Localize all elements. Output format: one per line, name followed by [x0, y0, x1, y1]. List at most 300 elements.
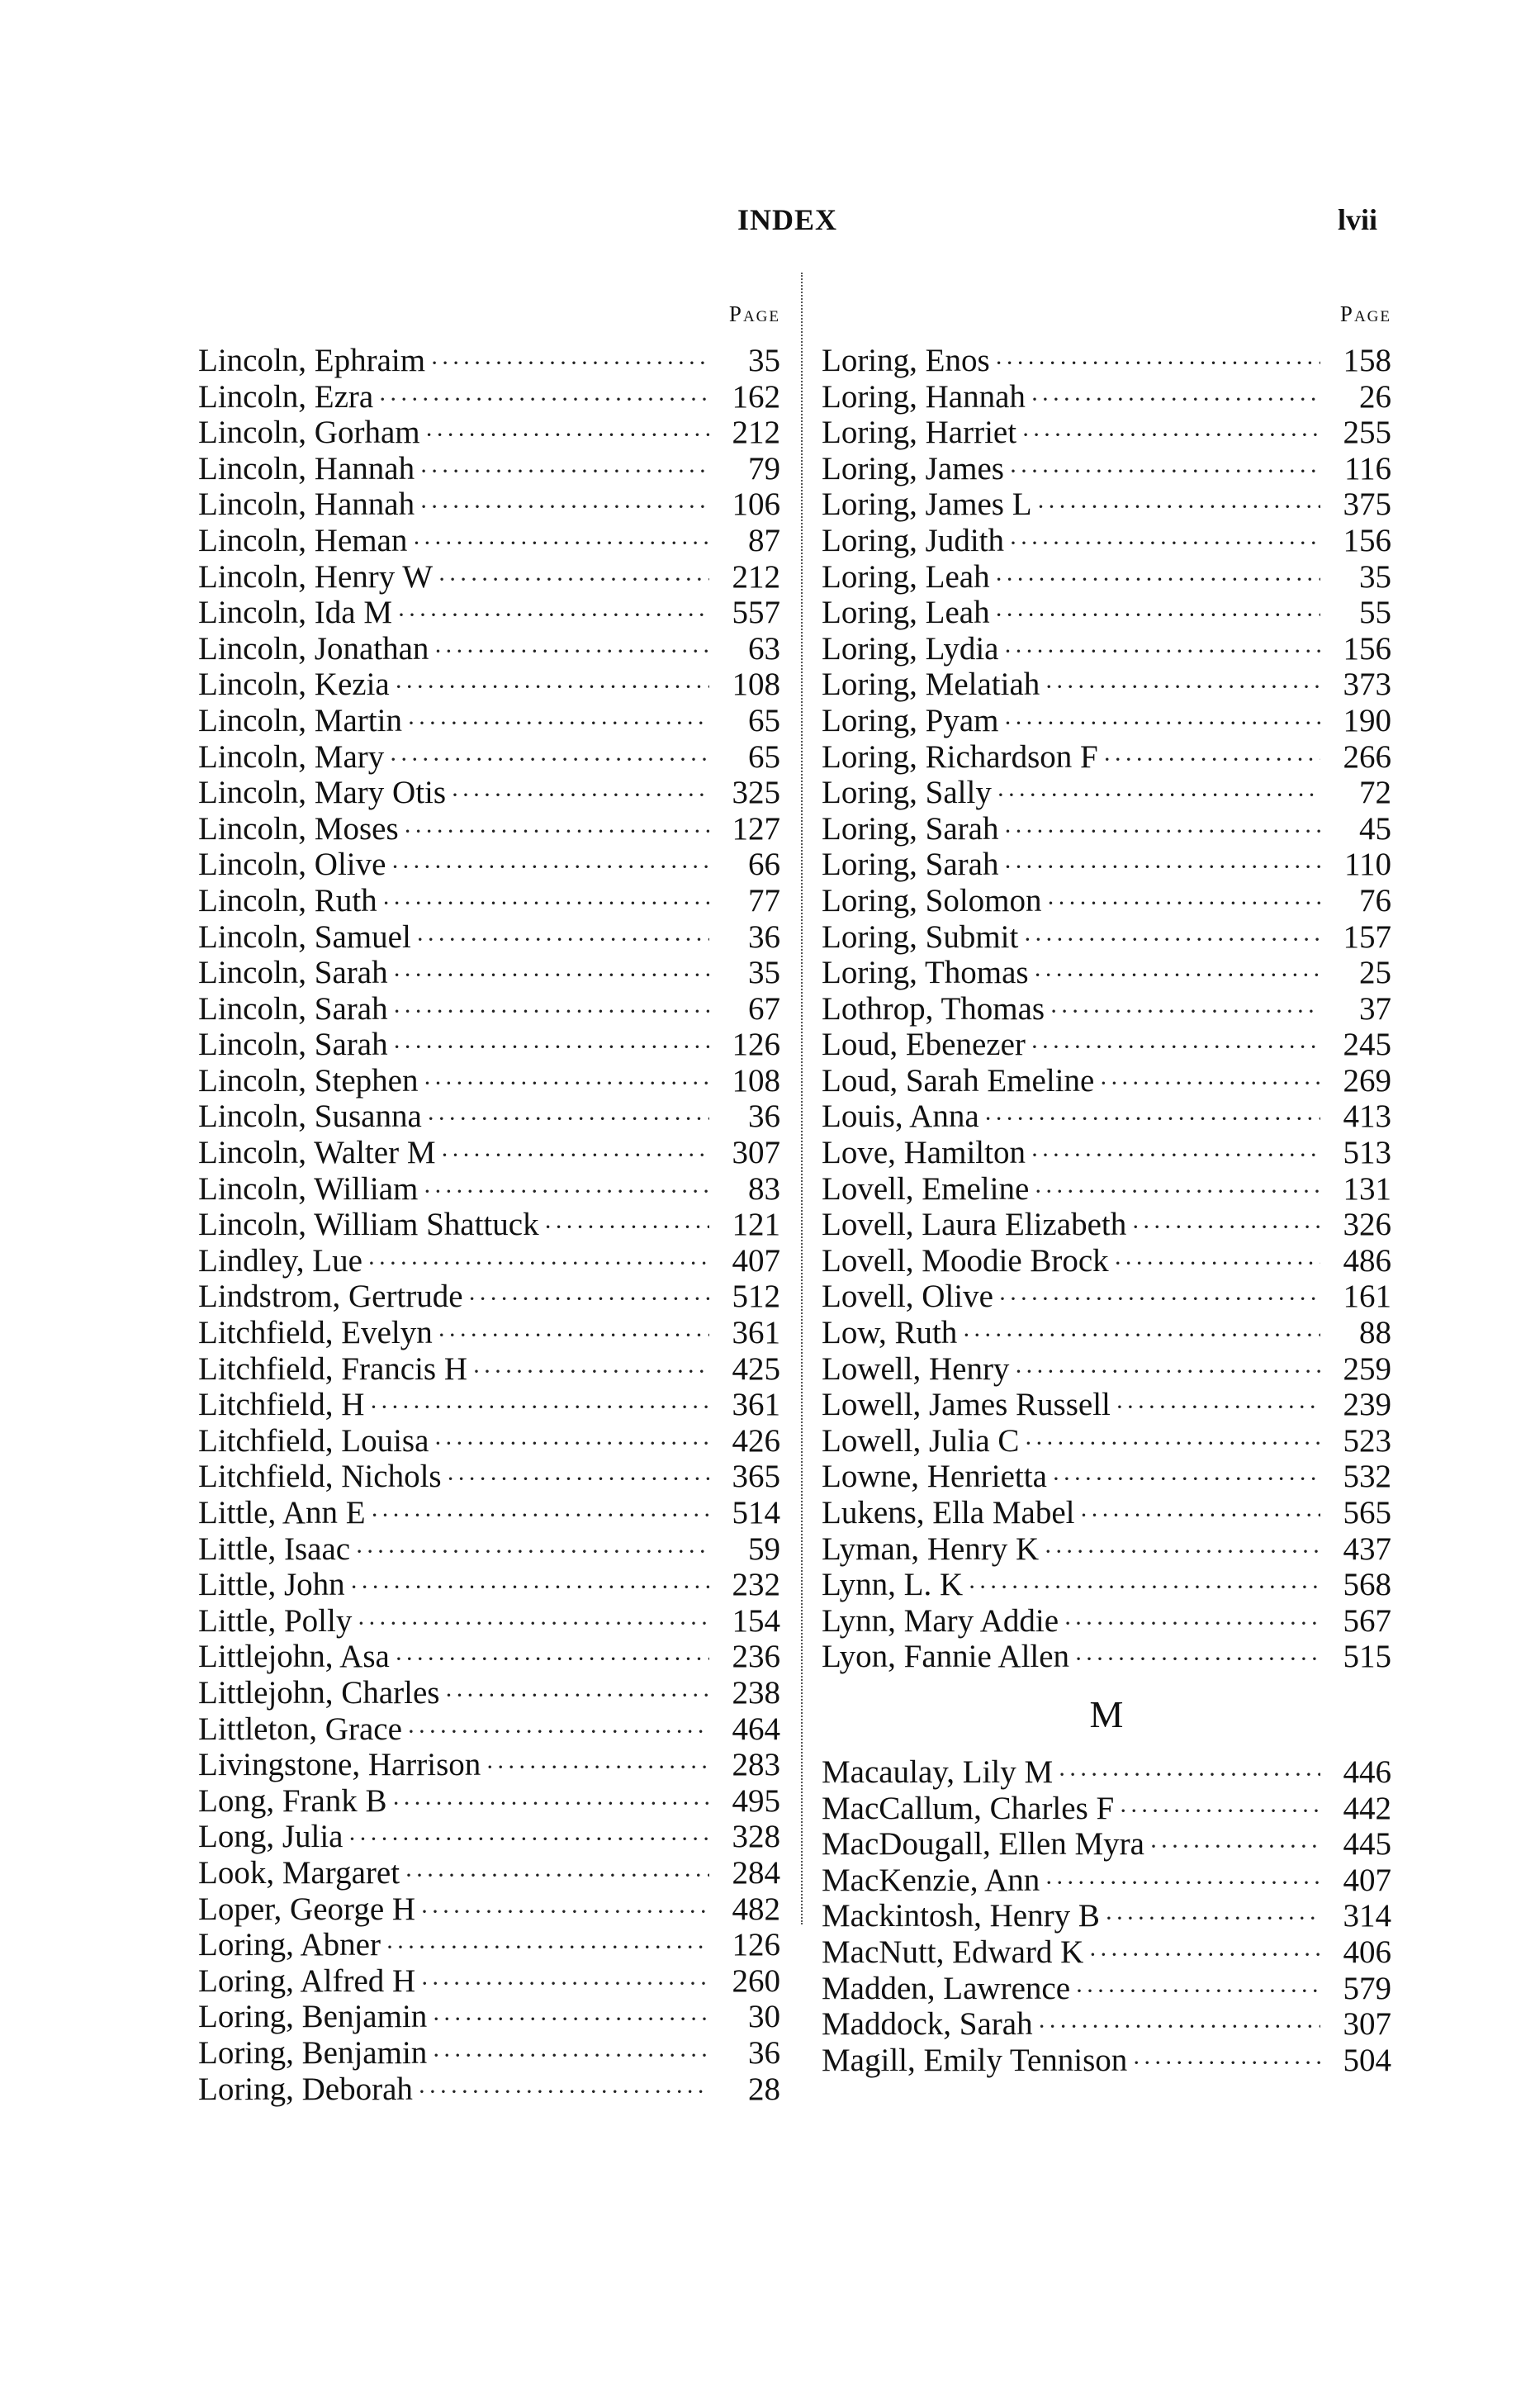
entry-name: Lincoln, Susanna — [198, 1099, 422, 1135]
entry-name: Lincoln, Sarah — [198, 1027, 388, 1063]
dot-leader — [1131, 1209, 1320, 1246]
index-entry — [198, 1639, 780, 1675]
dot-leader — [418, 2074, 709, 2110]
dot-leader — [1003, 634, 1320, 670]
entry-page-number: 35 — [1359, 558, 1391, 595]
entry-name: Lincoln, Samuel — [198, 918, 411, 955]
dot-leader — [393, 957, 709, 994]
dot-leader — [995, 345, 1320, 382]
index-entry — [198, 991, 780, 1027]
entry-name: Little, Polly — [198, 1602, 353, 1639]
entry-page-number: 67 — [748, 990, 780, 1027]
index-entry — [198, 1027, 780, 1063]
entry-page-number: 88 — [1359, 1315, 1391, 1351]
entry-page-number: 156 — [1343, 522, 1391, 558]
entry-name: Livingstone, Harrison — [198, 1747, 481, 1783]
entry-name: Lowne, Henrietta — [822, 1459, 1047, 1495]
index-entry — [822, 1898, 1391, 1934]
entry-name: Little, Ann E — [198, 1495, 366, 1530]
index-entry — [198, 1351, 780, 1388]
entry-page-number: 79 — [748, 450, 780, 486]
index-entry — [198, 1567, 780, 1603]
dot-leader — [419, 453, 709, 490]
index-entry — [198, 631, 780, 667]
entry-name: Lindstrom, Gertrude — [198, 1279, 463, 1315]
index-entry — [198, 775, 780, 811]
entry-page-number: 65 — [748, 702, 780, 738]
dot-leader — [995, 597, 1320, 634]
dot-leader — [447, 1461, 709, 1497]
index-entry — [198, 1279, 780, 1315]
index-entry — [822, 1279, 1391, 1315]
dot-leader — [367, 1246, 709, 1282]
index-entry — [198, 1891, 780, 1928]
entry-page-number: 158 — [1343, 343, 1391, 378]
entry-page-number: 212 — [732, 558, 780, 595]
dot-leader — [472, 1354, 709, 1390]
entry-name: Little, John — [198, 1567, 345, 1603]
dot-leader — [1080, 1497, 1321, 1534]
entry-page-number: 65 — [748, 738, 780, 775]
entry-page-number: 361 — [732, 1387, 780, 1423]
dot-leader — [348, 1821, 709, 1858]
entry-name: Loud, Sarah Emeline — [822, 1062, 1095, 1099]
entry-name: Lincoln, Ephraim — [198, 343, 426, 378]
dot-leader — [407, 705, 709, 742]
entry-name: Loring, Solomon — [822, 882, 1042, 918]
m-entry-list — [822, 1754, 1391, 2078]
entry-name: Lukens, Ella Mabel — [822, 1495, 1075, 1530]
index-entry — [198, 919, 780, 956]
entry-page-number: 307 — [732, 1135, 780, 1171]
dot-leader — [395, 669, 709, 705]
index-entry — [198, 1315, 780, 1351]
index-entry — [822, 595, 1391, 631]
entry-name: Lowell, Henry — [822, 1350, 1010, 1387]
index-entry — [822, 1603, 1391, 1640]
index-entry — [198, 1387, 780, 1423]
entry-page-number: 35 — [748, 343, 780, 378]
entry-name: Low, Ruth — [822, 1315, 958, 1351]
entry-page-number: 486 — [1343, 1242, 1391, 1279]
entry-page-number: 567 — [1343, 1602, 1391, 1639]
index-entry — [822, 415, 1391, 451]
index-entry — [822, 1315, 1391, 1351]
entry-page-number: 445 — [1343, 1826, 1391, 1863]
dot-leader — [998, 1281, 1320, 1317]
dot-leader — [486, 1749, 709, 1786]
entry-page-number: 446 — [1343, 1753, 1391, 1790]
entry-name: Lincoln, Stephen — [198, 1062, 419, 1099]
index-entry — [198, 559, 780, 596]
entry-page-number: 361 — [732, 1315, 780, 1351]
entry-name: Loring, Pyam — [822, 702, 999, 738]
entry-name: Mackintosh, Henry B — [822, 1898, 1100, 1934]
index-entry — [822, 1971, 1391, 2007]
page-header — [0, 202, 1540, 252]
index-entry — [822, 1863, 1391, 1899]
index-entry — [822, 811, 1391, 847]
dot-leader — [984, 1101, 1320, 1137]
dot-leader — [423, 1174, 709, 1210]
dot-leader — [432, 2001, 709, 2038]
dot-leader — [389, 742, 709, 778]
dot-leader — [420, 1966, 709, 2002]
index-entry — [198, 1675, 780, 1711]
entry-page-number: 37 — [1359, 990, 1391, 1027]
entry-page-number: 407 — [1343, 1862, 1391, 1898]
entry-page-number: 328 — [732, 1819, 780, 1855]
entry-page-number: 36 — [748, 2034, 780, 2071]
index-entry — [822, 667, 1391, 703]
dot-leader — [1047, 885, 1320, 922]
dot-leader — [350, 1569, 709, 1606]
entry-name: Loring, Abner — [198, 1927, 381, 1963]
entry-name: Litchfield, Evelyn — [198, 1315, 433, 1351]
entry-page-number: 260 — [732, 1962, 780, 1999]
entry-name: Lincoln, Martin — [198, 702, 402, 738]
entry-page-number: 365 — [732, 1459, 780, 1495]
entry-name: Loring, James — [822, 450, 1004, 486]
dot-leader — [451, 777, 709, 814]
entry-name: Lovell, Emeline — [822, 1170, 1030, 1207]
dot-leader — [468, 1281, 709, 1317]
dot-leader — [425, 417, 709, 453]
entry-name: Loring, Submit — [822, 918, 1019, 955]
entry-name: Loring, Benjamin — [198, 1999, 428, 2035]
index-entry — [822, 343, 1391, 379]
entry-name: Macaulay, Lily M — [822, 1753, 1054, 1790]
index-entry — [822, 1423, 1391, 1459]
index-entry — [822, 1135, 1391, 1171]
entry-name: Littleton, Grace — [198, 1711, 402, 1747]
entry-page-number: 121 — [732, 1207, 780, 1243]
index-entry — [822, 1171, 1391, 1208]
dot-leader — [1009, 525, 1320, 562]
dot-leader — [444, 1678, 709, 1714]
dot-leader — [1031, 1137, 1320, 1174]
index-entry — [198, 1099, 780, 1135]
entry-name: Lincoln, Hannah — [198, 486, 415, 523]
dot-leader — [1034, 1174, 1320, 1210]
index-entry — [198, 667, 780, 703]
dot-leader — [997, 777, 1320, 814]
dot-leader — [392, 1786, 709, 1822]
entry-name: Loring, Deborah — [198, 2071, 413, 2107]
index-entry — [198, 379, 780, 415]
entry-name: Lincoln, Mary — [198, 738, 385, 775]
index-entry — [198, 1459, 780, 1495]
dot-leader — [391, 849, 709, 885]
entry-page-number: 407 — [732, 1242, 780, 1279]
entry-page-number: 495 — [732, 1782, 780, 1819]
index-entry — [198, 1531, 780, 1568]
entry-name: Loring, Leah — [822, 595, 990, 631]
entry-page-number: 55 — [1359, 595, 1391, 631]
dot-leader — [386, 1929, 709, 1966]
entry-page-number: 464 — [732, 1711, 780, 1747]
entry-name: Litchfield, H — [198, 1387, 365, 1423]
entry-page-number: 514 — [732, 1495, 780, 1530]
index-entry — [822, 1063, 1391, 1099]
index-entry — [198, 1927, 780, 1963]
index-entry — [822, 1099, 1391, 1135]
index-entry — [822, 2006, 1391, 2043]
index-entry — [822, 1495, 1391, 1531]
entry-name: Lincoln, Ida M — [198, 595, 393, 631]
index-entry — [822, 1207, 1391, 1243]
entry-name: Lynn, L. K — [822, 1567, 964, 1603]
index-entry — [198, 1819, 780, 1855]
entry-page-number: 437 — [1343, 1530, 1391, 1567]
index-entry — [198, 523, 780, 559]
entry-page-number: 126 — [732, 1927, 780, 1963]
entry-page-number: 512 — [732, 1279, 780, 1315]
dot-leader — [1045, 1865, 1320, 1901]
index-entry — [198, 703, 780, 739]
entry-page-number: 162 — [732, 378, 780, 415]
dot-leader — [1074, 1641, 1320, 1678]
page-column-heading: Page — [1339, 301, 1391, 326]
dot-leader — [441, 1137, 710, 1174]
dot-leader — [434, 1426, 709, 1462]
entry-name: Loring, Judith — [822, 522, 1004, 558]
entry-name: Lincoln, Gorham — [198, 415, 420, 451]
entry-page-number: 126 — [732, 1027, 780, 1063]
entry-name: Loring, Harriet — [822, 415, 1017, 451]
dot-leader — [995, 562, 1320, 598]
right-column — [822, 301, 1391, 2078]
index-entry — [198, 1135, 780, 1171]
dot-leader — [1052, 1461, 1320, 1497]
entry-name: Long, Julia — [198, 1819, 344, 1855]
entry-name: Loring, Thomas — [822, 955, 1029, 991]
dot-leader — [1044, 1534, 1320, 1570]
entry-page-number: 283 — [732, 1747, 780, 1783]
index-entry — [198, 415, 780, 451]
entry-name: Lovell, Laura Elizabeth — [822, 1207, 1127, 1243]
dot-leader — [1024, 1426, 1320, 1462]
entry-name: Lincoln, William Shattuck — [198, 1207, 539, 1243]
index-entry — [198, 1495, 780, 1531]
entry-name: Lyman, Henry K — [822, 1530, 1040, 1567]
entry-name: MacDougall, Ellen Myra — [822, 1826, 1144, 1863]
entry-name: Loring, Melatiah — [822, 667, 1040, 703]
dot-leader — [416, 922, 709, 958]
entry-name: Loring, Alfred H — [198, 1962, 416, 1999]
index-entry — [822, 486, 1391, 523]
entry-name: Litchfield, Francis H — [198, 1350, 467, 1387]
index-entry — [822, 775, 1391, 811]
entry-page-number: 232 — [732, 1567, 780, 1603]
index-entry — [822, 451, 1391, 487]
index-entry — [198, 1207, 780, 1243]
entry-page-number: 108 — [732, 667, 780, 703]
dot-leader — [1034, 957, 1320, 994]
index-entry — [822, 1754, 1391, 1791]
index-entry — [822, 955, 1391, 991]
entry-page-number: 307 — [1343, 2006, 1391, 2043]
entry-page-number: 406 — [1343, 1934, 1391, 1970]
entry-name: Lincoln, Henry W — [198, 558, 434, 595]
entry-page-number: 425 — [732, 1350, 780, 1387]
entry-name: Lincoln, Mary Otis — [198, 775, 447, 811]
entry-page-number: 238 — [732, 1674, 780, 1711]
dot-leader — [962, 1317, 1320, 1354]
entry-page-number: 83 — [748, 1170, 780, 1207]
dot-leader — [1105, 1901, 1320, 1937]
right-entry-list — [822, 343, 1391, 1675]
entry-name: Madden, Lawrence — [822, 1970, 1071, 2006]
entry-name: Loud, Ebenezer — [822, 1027, 1026, 1063]
dot-leader — [1045, 669, 1320, 705]
entry-page-number: 325 — [732, 775, 780, 811]
entry-name: Magill, Emily Tennison — [822, 2042, 1128, 2078]
index-entry — [822, 991, 1391, 1027]
entry-page-number: 77 — [748, 882, 780, 918]
index-entry — [198, 955, 780, 991]
dot-leader — [1088, 1937, 1320, 1973]
index-entry — [822, 523, 1391, 559]
entry-page-number: 66 — [748, 847, 780, 883]
dot-leader — [371, 1497, 709, 1534]
entry-page-number: 579 — [1343, 1970, 1391, 2006]
dot-leader — [1058, 1757, 1320, 1793]
entry-page-number: 255 — [1343, 415, 1391, 451]
section-letter: M — [1089, 1693, 1124, 1736]
entry-page-number: 532 — [1343, 1459, 1391, 1495]
entry-page-number: 373 — [1343, 667, 1391, 703]
index-entry — [822, 739, 1391, 776]
dot-leader — [412, 525, 709, 562]
dot-leader — [1003, 705, 1320, 742]
entry-page-number: 157 — [1343, 918, 1391, 955]
entry-page-number: 565 — [1343, 1495, 1391, 1530]
dot-leader — [438, 562, 709, 598]
entry-name: Long, Frank B — [198, 1782, 387, 1819]
entry-page-number: 284 — [732, 1854, 780, 1891]
index-entry — [198, 1855, 780, 1891]
entry-name: Lyon, Fannie Allen — [822, 1639, 1070, 1675]
index-entry — [198, 2071, 780, 2108]
entry-page-number: 568 — [1343, 1567, 1391, 1603]
dot-leader — [434, 634, 709, 670]
dot-leader — [1003, 849, 1320, 885]
entry-name: Lincoln, Hannah — [198, 450, 415, 486]
entry-name: Loring, Richardson F — [822, 738, 1098, 775]
dot-leader — [1003, 814, 1320, 850]
dot-leader — [420, 1894, 709, 1930]
entry-page-number: 266 — [1343, 738, 1391, 775]
entry-name: Lincoln, Olive — [198, 847, 386, 883]
dot-leader — [1064, 1606, 1320, 1642]
dot-leader — [1023, 922, 1320, 958]
entry-name: Loring, James L — [822, 486, 1032, 523]
index-entry — [198, 1423, 780, 1459]
entry-page-number: 442 — [1343, 1790, 1391, 1826]
entry-page-number: 523 — [1343, 1422, 1391, 1459]
entry-page-number: 190 — [1343, 702, 1391, 738]
index-entry — [198, 1963, 780, 2000]
entry-name: Lincoln, Ruth — [198, 882, 377, 918]
page-number: lvii — [1338, 203, 1378, 236]
entry-page-number: 557 — [732, 595, 780, 631]
dot-leader — [393, 994, 709, 1030]
entry-page-number: 156 — [1343, 630, 1391, 667]
index-entry — [822, 1243, 1391, 1279]
index-entry — [198, 1747, 780, 1783]
entry-name: Loring, Leah — [822, 558, 990, 595]
index-entry — [822, 847, 1391, 883]
index-entry — [822, 1639, 1391, 1675]
entry-page-number: 161 — [1343, 1279, 1391, 1315]
dot-leader — [1114, 1246, 1320, 1282]
entry-page-number: 236 — [732, 1639, 780, 1675]
dot-leader — [1031, 1029, 1320, 1065]
entry-name: Maddock, Sarah — [822, 2006, 1033, 2043]
dot-leader — [432, 2038, 709, 2074]
entry-page-number: 76 — [1359, 882, 1391, 918]
dot-leader — [1149, 1829, 1320, 1865]
entry-page-number: 116 — [1343, 450, 1391, 486]
entry-name: Littlejohn, Asa — [198, 1639, 390, 1675]
index-entry — [822, 1027, 1391, 1063]
entry-page-number: 504 — [1343, 2042, 1391, 2078]
entry-name: Loring, Enos — [822, 343, 990, 378]
dot-leader — [1021, 417, 1320, 453]
index-entry — [822, 631, 1391, 667]
entry-name: Loring, Sarah — [822, 810, 999, 847]
dot-leader — [369, 1389, 709, 1426]
entry-page-number: 314 — [1343, 1898, 1391, 1934]
dot-leader — [404, 814, 709, 850]
dot-leader — [382, 885, 709, 922]
entry-name: Lincoln, William — [198, 1170, 419, 1207]
entry-page-number: 131 — [1343, 1170, 1391, 1207]
entry-name: MacCallum, Charles F — [822, 1790, 1115, 1826]
index-entry — [198, 1603, 780, 1640]
dot-leader — [378, 382, 709, 418]
dot-leader — [1075, 1973, 1320, 2010]
entry-page-number: 59 — [748, 1530, 780, 1567]
dot-leader — [1116, 1389, 1320, 1426]
entry-page-number: 326 — [1343, 1207, 1391, 1243]
entry-name: Louis, Anna — [822, 1099, 979, 1135]
dot-leader — [355, 1534, 709, 1570]
index-entry — [198, 2035, 780, 2071]
dot-leader — [430, 345, 709, 382]
entry-page-number: 25 — [1359, 955, 1391, 991]
entry-name: Lothrop, Thomas — [822, 990, 1045, 1027]
index-entry — [198, 883, 780, 919]
dot-leader — [1009, 453, 1320, 490]
dot-leader — [405, 1858, 709, 1894]
index-entry — [198, 595, 780, 631]
entry-name: Love, Hamilton — [822, 1135, 1026, 1171]
entry-name: Lindley, Lue — [198, 1242, 362, 1279]
index-entry — [198, 811, 780, 847]
index-entry — [198, 451, 780, 487]
index-entry — [822, 883, 1391, 919]
index-entry — [198, 1999, 780, 2035]
entry-name: Lovell, Moodie Brock — [822, 1242, 1109, 1279]
dot-leader — [1050, 994, 1320, 1030]
dot-leader — [1099, 1065, 1320, 1102]
entry-name: Lincoln, Heman — [198, 522, 408, 558]
entry-name: Lynn, Mary Addie — [822, 1602, 1059, 1639]
dot-leader — [1132, 2045, 1320, 2081]
entry-name: Litchfield, Nichols — [198, 1459, 442, 1495]
